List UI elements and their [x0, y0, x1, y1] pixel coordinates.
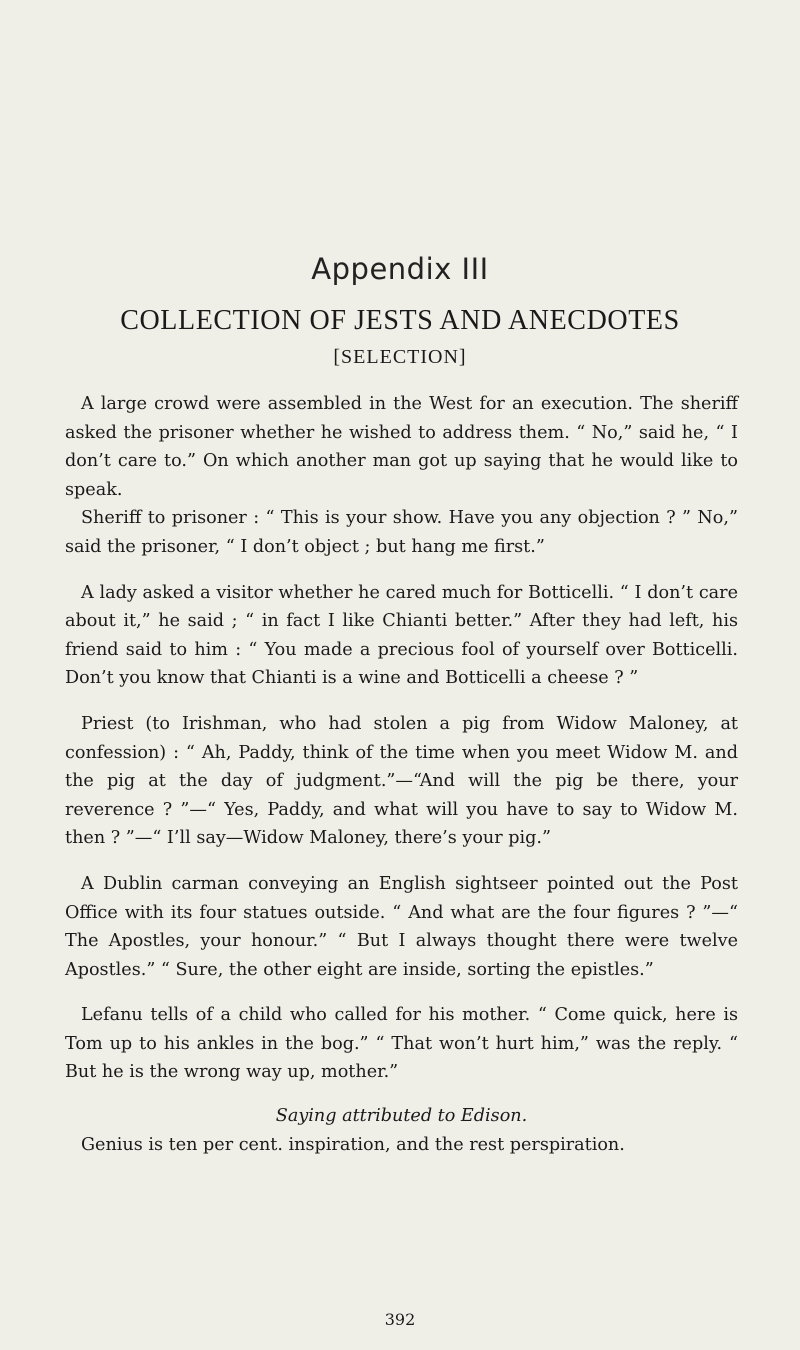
page-number: 392 [384, 1310, 416, 1329]
body-text [65, 390, 738, 1159]
edison-quote: Genius is ten per cent. inspiration, and the rest perspiration. [81, 1134, 625, 1155]
paragraph-lefanu: Lefanu tells of a child who called for his mother. “ Come quick, here is Tom up to his ankles in the bog.” “ That won’t hurt him,” was the reply. “ But he is the wrong way up, mother.” [65, 1005, 738, 1083]
paragraph-priest: Priest (to Irishman, who had stolen a pig from Widow Maloney, at confession) : “ Ah, Paddy, think of the time when you meet Widow M. and the pig at the day of judgment.”—“And will the pig be there, your reverence ? ”—“ Yes, Paddy, and what will you have to say to Widow M. then ? ”—“ I’ll say—Widow Maloney, there’s your pig.” [65, 713, 738, 849]
edison-heading: Saying attributed to Edison. [275, 1106, 528, 1127]
collection-title: COLLECTION OF JESTS AND ANECDOTES [120, 305, 680, 336]
paragraph-execution: A large crowd were assembled in the West for an execution. The sheriff asked the prisoner whether he wished to address them. “ No,” said he, “ I don’t care to.” On which another man got up saying that he would like to speak. [65, 394, 738, 500]
paragraph-dublin-carman: A Dublin carman conveying an English sightseer pointed out the Post Office with its four statues outside. “ And what are the four figures ? ”—“ The Apostles, your honour.” “ But I always thought there were twelve Apostles.” “ Sure, the other eight are inside, sorting the epistles.” [65, 873, 738, 980]
appendix-title: Appendix III [311, 252, 489, 286]
paragraph-sheriff: Sheriff to prisoner : “ This is your show. Have you any objection ? ” No,” said the prisoner, “ I don’t object ; but hang me first.” [65, 508, 738, 557]
paragraph-botticelli: A lady asked a visitor whether he cared much for Botticelli. “ I don’t care about it,” he said ; “ in fact I like Chianti better.” After they had left, his friend said to him : “ You made a precious fool of yourself over Botticelli. Don’t you know that Chianti is a wine and Botticelli a cheese ? ” [65, 582, 738, 689]
selection-label: [SELECTION] [333, 346, 467, 368]
